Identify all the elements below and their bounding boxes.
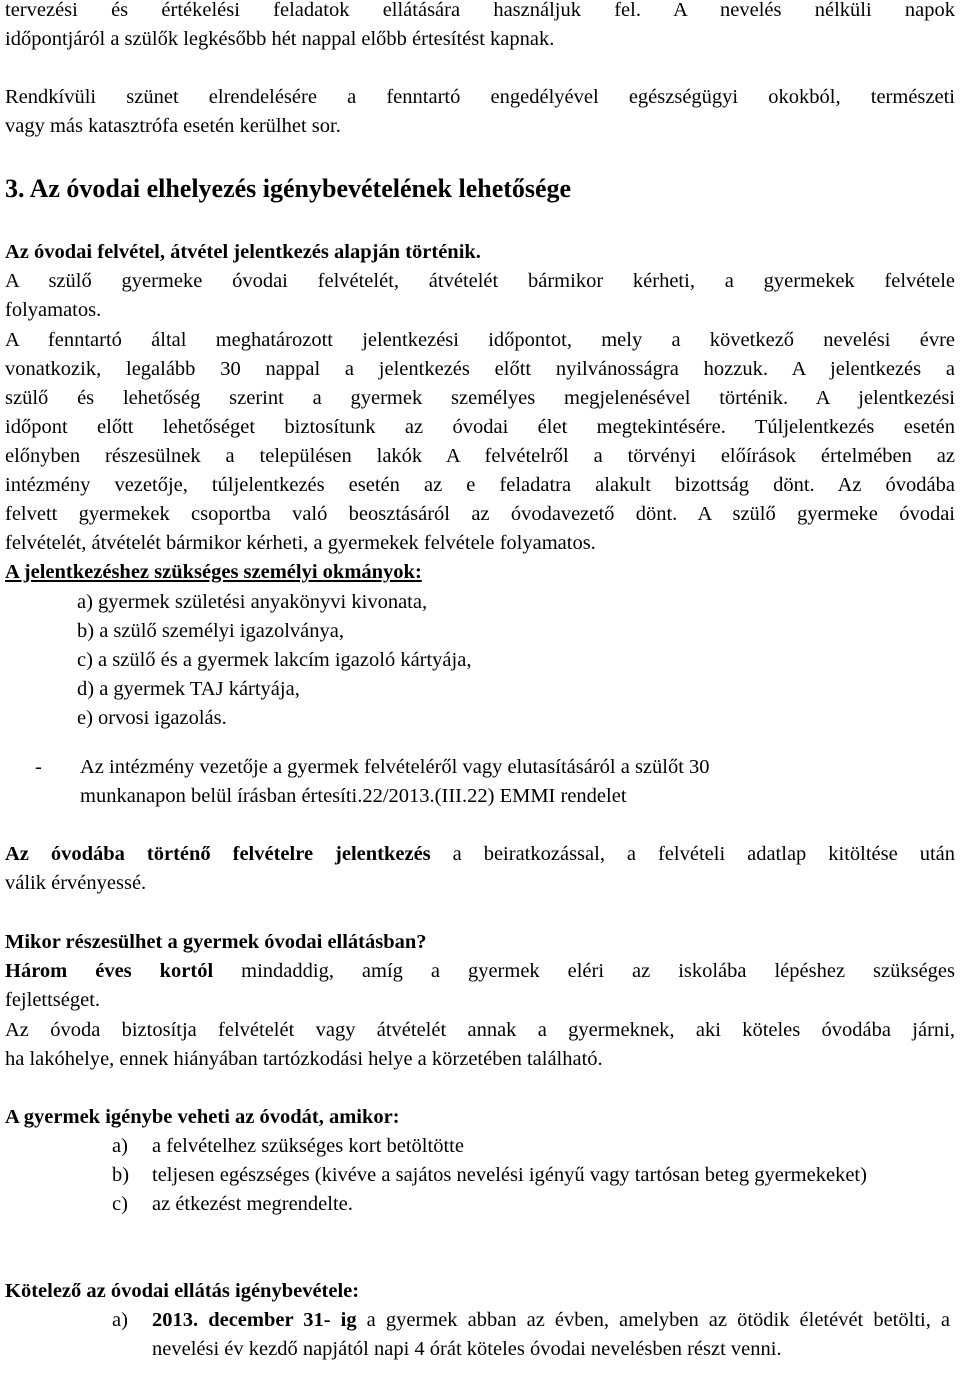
text-run: mindaddig, amíg a gyermek eléri az iskolába lépéshez szükséges — [213, 960, 955, 982]
conditions-list — [5, 1132, 955, 1219]
text-line: előnyben részesülnek a településen lakók A felvételről a törvényi előírások értelmében az — [5, 445, 955, 467]
item-text: a felvételhez szükséges kort betöltötte — [152, 1135, 464, 1157]
text-line: válik érvényessé. — [5, 872, 147, 894]
text-line: felvett gyermekek csoportba való beosztásáról az óvodavezető dönt. A szülő gyermeke óvodai — [5, 503, 955, 525]
bold-phrase: Három éves kortól — [5, 960, 214, 982]
text-line: A fenntartó által meghatározott jelentkezési időpontot, mely a következő nevelési évre — [5, 329, 955, 351]
text-line: felvételét, átvételét bármikor kérheti, a gyermekek felvétele folyamatos. — [5, 532, 596, 554]
paragraph-nevelesnelkuli-napok — [5, 0, 955, 54]
item-text: az étkezést megrendelte. — [152, 1193, 353, 1215]
documents-list — [5, 588, 955, 733]
dash-item-text — [73, 753, 955, 811]
item-text — [152, 1306, 955, 1364]
text-line: Az óvoda biztosítja felvételét vagy átvételét annak a gyermeknek, aki köteles óvodába járni, — [5, 1019, 955, 1041]
item-label: b) — [112, 1164, 130, 1186]
item-label: a) — [112, 1309, 128, 1331]
item-label: c) — [112, 1193, 128, 1215]
text-run: a gyermek abban az évben, amelyben az ötödik életévét betölti, a nevelési év kezdő napjától napi 4 órát köteles óvodai nevelésben részt venni. — [152, 1309, 950, 1360]
item-label: a) — [112, 1135, 128, 1157]
mandatory-item — [112, 1306, 955, 1364]
list-item: d) a gyermek TAJ kártyája, — [77, 678, 300, 700]
text-line: Az intézmény vezetője a gyermek felvételéről vagy elutasításáról a szülőt 30 — [80, 756, 710, 778]
dash-list-item — [5, 753, 955, 811]
text-line: tervezési és értékelési feladatok ellátására használjuk fel. A nevelés nélküli napok — [5, 0, 955, 21]
question-heading: Mikor részesülhet a gyermek óvodai ellátásban? — [5, 931, 427, 953]
mandatory-list — [5, 1306, 955, 1364]
mandatory-heading: Kötelező az óvodai ellátás igénybevétele: — [5, 1280, 360, 1302]
text-line: vagy más katasztrófa esetén kerülhet sor. — [5, 115, 341, 137]
paragraph-jelentkezes — [5, 326, 955, 558]
condition-item — [112, 1132, 955, 1161]
list-item: a) gyermek születési anyakönyvi kivonata, — [77, 591, 428, 613]
paragraph-harom-eves — [5, 957, 955, 1015]
list-item: b) a szülő személyi igazolványa, — [77, 620, 344, 642]
text-line — [5, 840, 955, 869]
conditions-heading: A gyermek igénybe veheti az óvodát, amikor: — [5, 1106, 400, 1128]
text-line: folyamatos. — [5, 299, 102, 321]
bold-phrase: 2013. december 31- ig — [152, 1309, 357, 1331]
text-line: időpontjáról a szülők legkésőbb hét nappal előbb értesítést kapnak. — [5, 28, 555, 50]
paragraph-beiratkozas — [5, 840, 955, 898]
paragraph-felvetel — [5, 267, 955, 325]
bold-phrase: Az óvodába történő felvételre jelentkezés — [5, 843, 431, 865]
documents-heading: A jelentkezéshez szükséges személyi okmányok: — [5, 561, 422, 583]
text-line: intézmény vezetője, túljelentkezés esetén az e feladatra alakult bizottság dönt. Az óvodába — [5, 474, 955, 496]
paragraph-rendkivuli-szunet — [5, 83, 955, 141]
sub-heading: Az óvodai felvétel, átvétel jelentkezés alapján történik. — [5, 241, 481, 263]
text-line: időpont előtt lehetőséget biztosítunk az óvodai élet megtekintésére. Túljelentkezés esetén — [5, 416, 955, 438]
text-line: ha lakóhelye, ennek hiányában tartózkodási helye a körzetében található. — [5, 1048, 603, 1070]
list-item: c) a szülő és a gyermek lakcím igazoló kártyája, — [77, 649, 472, 671]
text-line: A szülő gyermeke óvodai felvételét, átvételét bármikor kérheti, a gyermekek felvétele — [5, 270, 955, 292]
condition-item — [112, 1190, 955, 1219]
item-text: teljesen egészséges (kivéve a sajátos nevelési igényű vagy tartósan beteg gyermekeket) — [152, 1164, 867, 1186]
text-line: szülő és lehetőség szerint a gyermek személyes megjelenésével történik. A jelentkezési — [5, 387, 955, 409]
section-title: 3. Az óvodai elhelyezés igénybevételének lehetősége — [5, 174, 572, 203]
text-line — [5, 957, 955, 986]
condition-item — [112, 1161, 955, 1190]
text-line: munkanapon belül írásban értesíti.22/2013.(III.22) EMMI rendelet — [80, 785, 627, 807]
text-run: a beiratkozással, a felvételi adatlap kitöltése után — [430, 843, 955, 865]
text-line: fejlettséget. — [5, 989, 101, 1011]
text-line: Rendkívüli szünet elrendelésére a fenntartó engedélyével egészségügyi okokból, természeti — [5, 86, 955, 108]
text-line: vonatkozik, legalább 30 nappal a jelentkezés előtt nyilvánosságra hozzuk. A jelentkezés a — [5, 358, 955, 380]
list-item: e) orvosi igazolás. — [77, 707, 227, 729]
dash-marker: - — [35, 756, 42, 778]
paragraph-korzet — [5, 1016, 955, 1074]
